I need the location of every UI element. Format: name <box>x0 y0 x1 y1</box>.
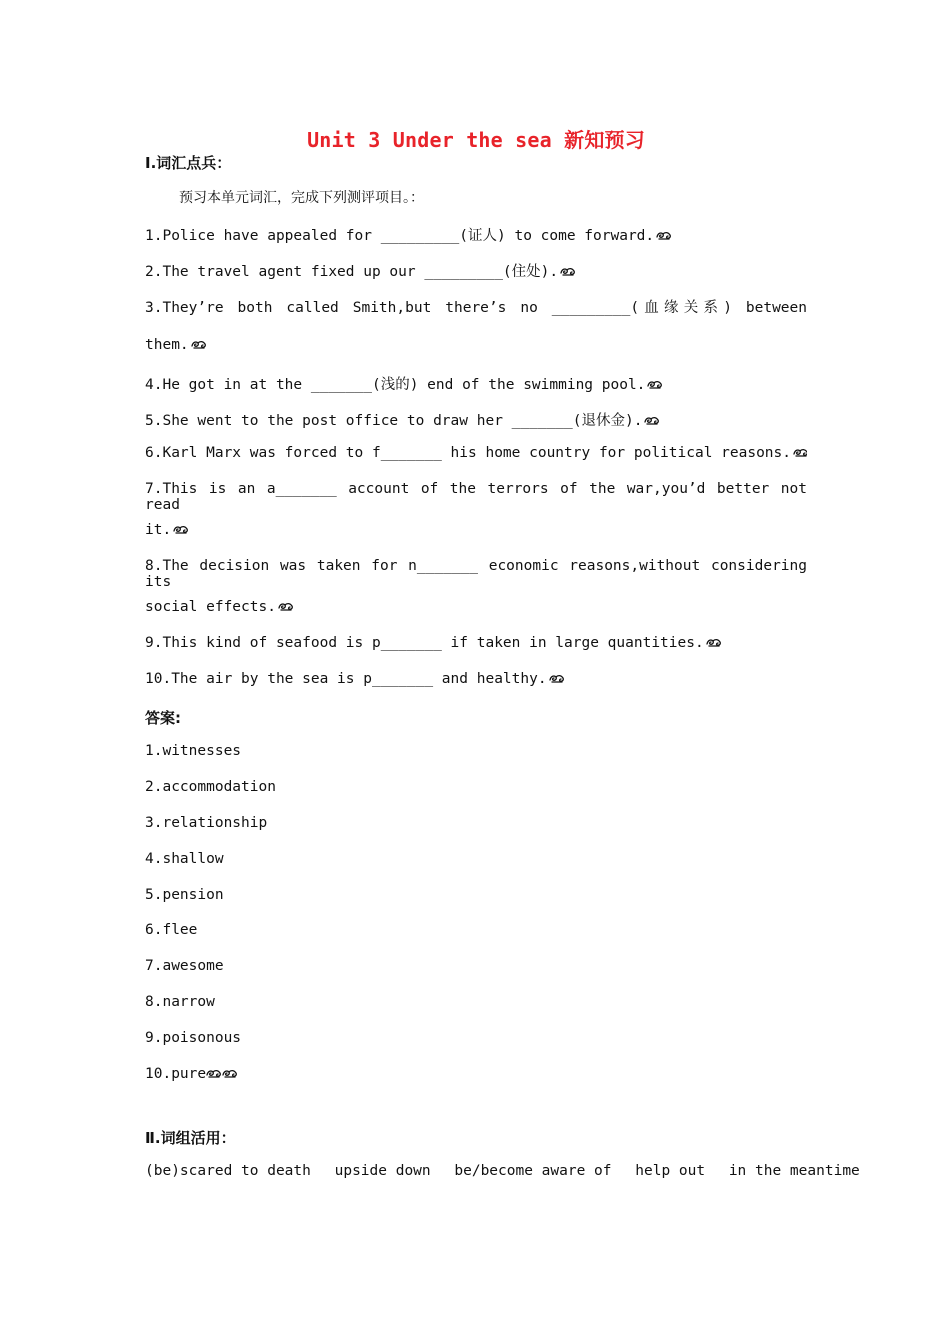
swirl-mark-icon <box>644 416 660 426</box>
exercise-text: 5.She went to the post office to draw her _______(退休金). <box>145 413 643 429</box>
swirl-mark-icon <box>706 638 722 648</box>
section-intro: 预习本单元词汇，完成下列测评项目。： <box>179 190 424 206</box>
answer-item: 2.accommodation <box>145 779 276 795</box>
exercise-item <box>145 296 807 316</box>
answer-text: 10.pure <box>145 1066 207 1082</box>
exercise-continuation <box>145 522 189 538</box>
exercise-item <box>145 445 807 461</box>
exercise-text-cont: it. <box>145 522 172 538</box>
answers-heading: 答案: <box>145 709 181 727</box>
section-heading-vocabulary: Ⅰ.词汇点兵： <box>145 154 232 172</box>
page-title: Unit 3 Under the sea 新知预习 <box>307 128 645 152</box>
exercise-item <box>145 373 807 394</box>
exercise-text: 2.The travel agent fixed up our _________(住处). <box>145 264 559 280</box>
exercise-text: 10.The air by the sea is p_______ and healthy. <box>145 671 547 687</box>
swirl-mark-icon <box>549 674 565 684</box>
swirl-mark-icon <box>206 1069 222 1079</box>
phrase-item: in the meantime <box>728 1163 860 1179</box>
exercise-continuation <box>145 599 294 615</box>
exercise-text: 1.Police have appealed for _________(证人) to come forward. <box>145 228 655 244</box>
exercise-item <box>145 224 807 245</box>
exercise-item <box>145 481 807 513</box>
answer-item: 7.awesome <box>145 958 224 974</box>
phrase-list <box>145 1163 860 1179</box>
exercise-item <box>145 260 807 281</box>
swirl-mark-icon <box>647 380 663 390</box>
exercise-text: 6.Karl Marx was forced to f_______ his home country for political reasons. <box>145 445 792 461</box>
swirl-mark-icon <box>560 267 576 277</box>
answer-item: 6.flee <box>145 922 198 938</box>
exercise-item <box>145 635 807 651</box>
swirl-mark-icon <box>173 525 189 535</box>
phrase-item: be/become aware of <box>454 1163 612 1179</box>
exercise-text: 9.This kind of seafood is p_______ if taken in large quantities. <box>145 635 704 651</box>
swirl-mark-icon <box>656 231 672 241</box>
answer-item: 9.poisonous <box>145 1030 242 1046</box>
answer-item: 1.witnesses <box>145 743 242 759</box>
answer-item <box>145 1066 807 1082</box>
answer-item: 3.relationship <box>145 815 268 831</box>
exercise-text: 3.They’re both called Smith,but there’s no _________(血缘关系) between <box>145 300 807 316</box>
swirl-mark-icon <box>278 602 294 612</box>
exercise-continuation <box>145 337 207 353</box>
swirl-mark-icon <box>222 1069 238 1079</box>
answer-item: 4.shallow <box>145 851 224 867</box>
answer-item: 5.pension <box>145 887 224 903</box>
exercise-item <box>145 671 807 687</box>
exercise-item <box>145 558 807 590</box>
swirl-mark-icon <box>191 340 207 350</box>
exercise-text: 4.He got in at the _______(浅的) end of the swimming pool. <box>145 377 646 393</box>
exercise-text-cont: social effects. <box>145 599 276 615</box>
phrase-item: help out <box>635 1163 706 1179</box>
swirl-mark-icon <box>793 448 807 458</box>
phrase-item: upside down <box>334 1163 431 1179</box>
section-heading-phrases: Ⅱ.词组活用： <box>145 1129 236 1147</box>
exercise-item <box>145 409 807 430</box>
exercise-text-cont: them. <box>145 337 189 353</box>
exercise-text: 8.The decision was taken for n_______ economic reasons,without considering its <box>145 558 807 590</box>
answer-item: 8.narrow <box>145 994 215 1010</box>
exercise-text: 7.This is an a_______ account of the terrors of the war,you’d better not read <box>145 481 807 513</box>
phrase-item: (be)scared to death <box>145 1163 311 1179</box>
